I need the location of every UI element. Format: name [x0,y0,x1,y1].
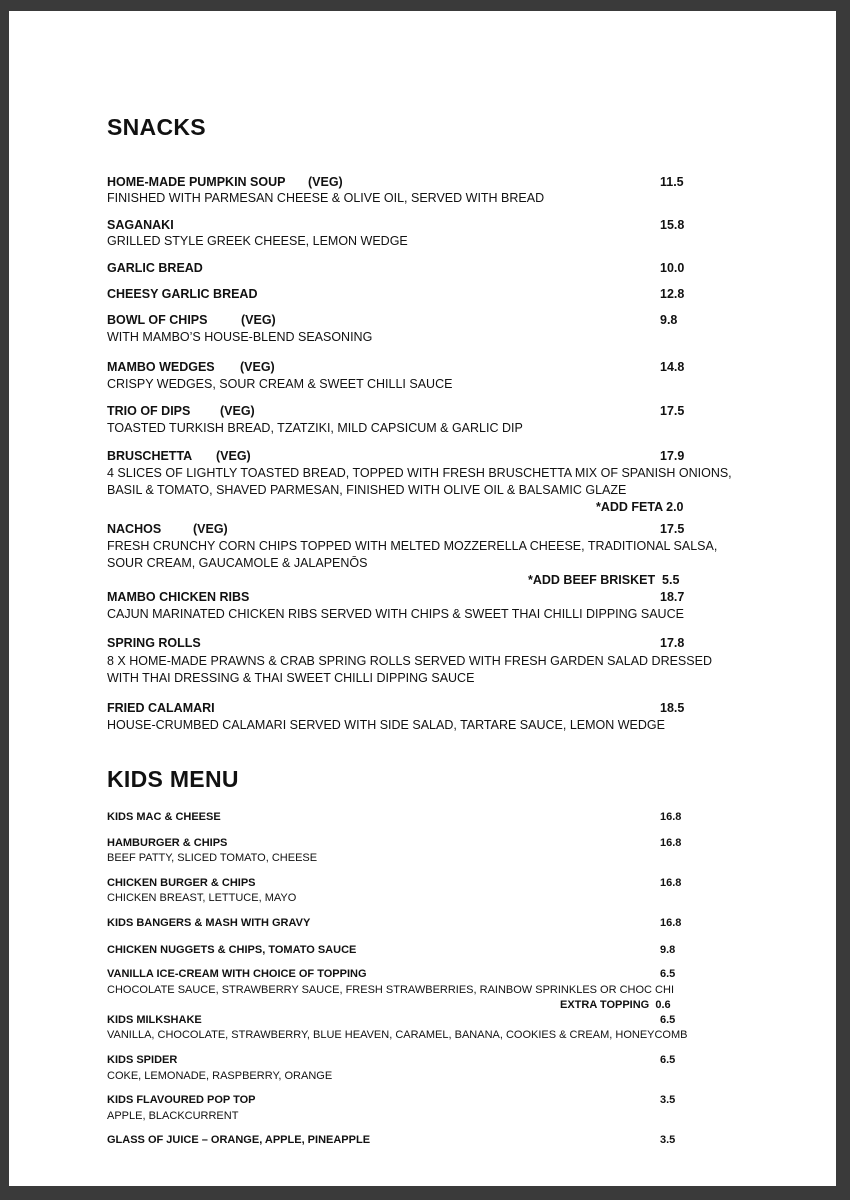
item-name: MAMBO WEDGES [107,360,215,374]
item-name: FRIED CALAMARI [107,701,215,715]
item-name: HOME-MADE PUMPKIN SOUP [107,175,286,189]
item-description: CHICKEN BREAST, LETTUCE, MAYO [107,892,297,904]
item-price: 17.8 [660,636,685,650]
item-name: TRIO OF DIPS [107,404,191,418]
item-name: CHEESY GARLIC BREAD [107,287,258,301]
item-description: 4 SLICES OF LIGHTLY TOASTED BREAD, TOPPED WITH FRESH BRUSCHETTA MIX OF SPANISH ONIONS, [107,466,732,480]
item-description: BASIL & TOMATO, SHAVED PARMESAN, FINISHED WITH OLIVE OIL & BALSAMIC GLAZE [107,483,627,497]
item-name: KIDS BANGERS & MASH WITH GRAVY [107,917,311,929]
item-name: GLASS OF JUICE – ORANGE, APPLE, PINEAPPLE [107,1134,371,1146]
item-price: 3.5 [660,1094,676,1106]
item-description: WITH MAMBO’S HOUSE-BLEND SEASONING [107,330,373,344]
item-description: GRILLED STYLE GREEK CHEESE, LEMON WEDGE [107,234,408,248]
item-price: 15.8 [660,218,685,232]
veg-tag: (VEG) [308,175,343,189]
item-description: VANILLA, CHOCOLATE, STRAWBERRY, BLUE HEAVEN, CARAMEL, BANANA, COOKIES & CREAM, HONEYCOMB [107,1029,688,1041]
add-on-price: EXTRA TOPPING 0.6 [560,999,671,1011]
veg-tag: (VEG) [241,313,276,327]
item-name: KIDS FLAVOURED POP TOP [107,1094,256,1106]
item-price: 11.5 [660,175,684,189]
item-description: HOUSE-CRUMBED CALAMARI SERVED WITH SIDE SALAD, TARTARE SAUCE, LEMON WEDGE [107,718,665,732]
item-name: HAMBURGER & CHIPS [107,837,228,849]
item-name: CHICKEN NUGGETS & CHIPS, TOMATO SAUCE [107,944,357,956]
item-price: 16.8 [660,811,682,823]
item-description: FRESH CRUNCHY CORN CHIPS TOPPED WITH MELTED MOZZERELLA CHEESE, TRADITIONAL SALSA, [107,539,718,553]
item-name: MAMBO CHICKEN RIBS [107,590,250,604]
item-name: BRUSCHETTA [107,449,193,463]
item-price: 6.5 [660,968,676,980]
add-on-price: *ADD FETA 2.0 [596,500,684,514]
item-name: GARLIC BREAD [107,261,203,275]
item-description: BEEF PATTY, SLICED TOMATO, CHEESE [107,852,318,864]
add-on-price: *ADD BEEF BRISKET 5.5 [528,573,680,587]
item-price: 17.5 [660,522,685,536]
item-price: 16.8 [660,917,682,929]
item-price: 10.0 [660,261,685,275]
item-description: COKE, LEMONADE, RASPBERRY, ORANGE [107,1070,333,1082]
item-description: 8 X HOME-MADE PRAWNS & CRAB SPRING ROLLS SERVED WITH FRESH GARDEN SALAD DRESSED [107,654,712,668]
item-description: APPLE, BLACKCURRENT [107,1110,239,1122]
item-name: CHICKEN BURGER & CHIPS [107,877,256,889]
item-name: SAGANAKI [107,218,174,232]
item-price: 17.5 [660,404,685,418]
veg-tag: (VEG) [240,360,275,374]
veg-tag: (VEG) [216,449,251,463]
item-price: 6.5 [660,1014,676,1026]
item-name: VANILLA ICE-CREAM WITH CHOICE OF TOPPING [107,968,367,980]
veg-tag: (VEG) [220,404,255,418]
item-price: 16.8 [660,837,682,849]
item-name: KIDS MAC & CHEESE [107,811,221,823]
item-price: 14.8 [660,360,685,374]
item-description: SOUR CREAM, GAUCAMOLE & JALAPENŌS [107,556,368,570]
item-name: KIDS SPIDER [107,1054,178,1066]
item-price: 12.8 [660,287,685,301]
kids-menu-heading: KIDS MENU [107,766,239,792]
item-price: 6.5 [660,1054,676,1066]
item-price: 9.8 [660,313,678,327]
item-name: KIDS MILKSHAKE [107,1014,202,1026]
veg-tag: (VEG) [193,522,228,536]
item-description: CHOCOLATE SAUCE, STRAWBERRY SAUCE, FRESH STRAWBERRIES, RAINBOW SPRINKLES OR CHOC CHI [107,984,674,996]
item-description: CAJUN MARINATED CHICKEN RIBS SERVED WITH CHIPS & SWEET THAI CHILLI DIPPING SAUCE [107,607,684,621]
item-name: SPRING ROLLS [107,636,201,650]
item-price: 3.5 [660,1134,676,1146]
item-price: 16.8 [660,877,682,889]
item-price: 17.9 [660,449,685,463]
item-price: 18.7 [660,590,685,604]
item-description: TOASTED TURKISH BREAD, TZATZIKI, MILD CAPSICUM & GARLIC DIP [107,421,523,435]
item-description: CRISPY WEDGES, SOUR CREAM & SWEET CHILLI SAUCE [107,377,453,391]
item-price: 18.5 [660,701,685,715]
item-description: FINISHED WITH PARMESAN CHEESE & OLIVE OIL, SERVED WITH BREAD [107,191,545,205]
item-description: WITH THAI DRESSING & THAI SWEET CHILLI DIPPING SAUCE [107,671,475,685]
item-price: 9.8 [660,944,676,956]
snacks-heading: SNACKS [107,114,206,140]
item-name: NACHOS [107,522,162,536]
item-name: BOWL OF CHIPS [107,313,208,327]
